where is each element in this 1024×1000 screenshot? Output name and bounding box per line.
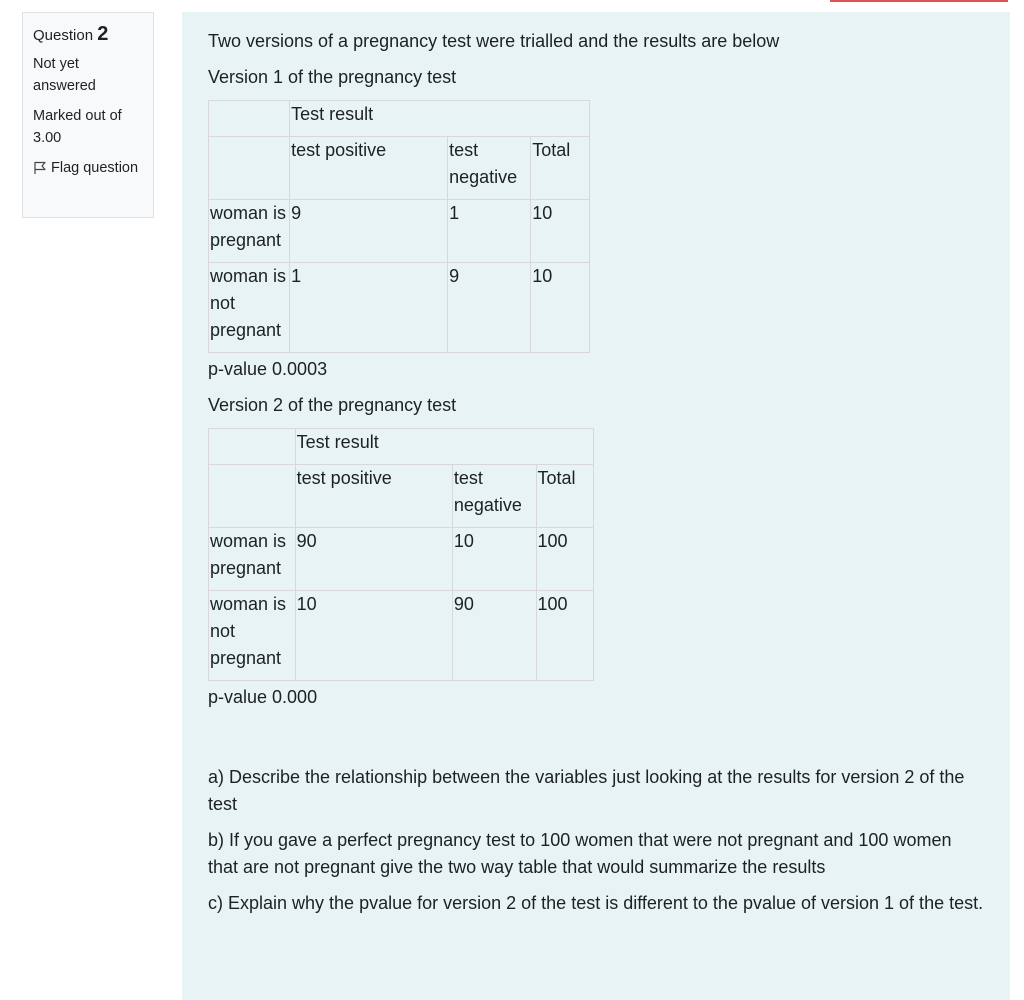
table-header-row: [209, 101, 590, 137]
flag-label: Flag question: [51, 160, 139, 176]
table-row: [209, 263, 590, 353]
question-part-a: a) Describe the relationship between the variables just looking at the results for version 2 of the test: [208, 767, 965, 814]
question-intro: Two versions of a pregnancy test were trialled and the results are below: [208, 31, 780, 51]
version1-table: [208, 100, 590, 353]
col-header: test negative: [448, 137, 531, 200]
table-row: [209, 200, 590, 263]
row-label: woman is not pregnant: [209, 263, 290, 353]
row-label: woman is pregnant: [209, 528, 296, 591]
table-corner-cell: [209, 465, 296, 528]
table-cell: 9: [290, 200, 448, 263]
table-corner-cell: [209, 101, 290, 137]
table-cell: 9: [448, 263, 531, 353]
flag-question-link[interactable]: [33, 157, 138, 179]
version2-table: [208, 428, 594, 681]
question-grade: Marked out of 3.00: [33, 108, 122, 146]
col-header: test positive: [290, 137, 448, 200]
table-cell: 90: [295, 528, 452, 591]
table-cell: 1: [448, 200, 531, 263]
col-header: Total: [536, 465, 593, 528]
table-row: [209, 591, 594, 681]
question-part-c: c) Explain why the pvalue for version 2 of the test is different to the pvalue of version 1 of the test.: [208, 893, 984, 913]
col-header: test positive: [295, 465, 452, 528]
header-group-cell: Test result: [290, 101, 590, 137]
question-info-panel: [22, 12, 154, 218]
question-number: Question 2: [33, 23, 109, 45]
table-header-row: [209, 465, 594, 528]
table-cell: 10: [452, 528, 536, 591]
row-label: woman is not pregnant: [209, 591, 296, 681]
table-cell: 10: [295, 591, 452, 681]
table-corner-cell: [209, 137, 290, 200]
table-header-row: [209, 137, 590, 200]
table-cell: 90: [452, 591, 536, 681]
question-content: [182, 12, 1010, 1000]
table-cell: 1: [290, 263, 448, 353]
version2-title: Version 2 of the pregnancy test: [208, 395, 457, 415]
table-cell: 100: [536, 528, 593, 591]
table-cell: 10: [531, 263, 590, 353]
row-label: woman is pregnant: [209, 200, 290, 263]
table-cell: 10: [531, 200, 590, 263]
spacer: [208, 720, 984, 764]
version1-title: Version 1 of the pregnancy test: [208, 67, 457, 87]
col-header: Total: [531, 137, 590, 200]
version1-pvalue: p-value 0.0003: [208, 359, 328, 379]
table-corner-cell: [209, 429, 296, 465]
flag-icon: [33, 161, 47, 175]
header-group-cell: Test result: [295, 429, 593, 465]
question-state: Not yet answered: [33, 56, 96, 94]
table-row: [209, 528, 594, 591]
table-cell: 100: [536, 591, 593, 681]
version2-pvalue: p-value 0.000: [208, 687, 318, 707]
table-header-row: [209, 429, 594, 465]
top-accent-bar: [830, 0, 1008, 2]
question-part-b: b) If you gave a perfect pregnancy test to 100 women that were not pregnant and 100 women that are not pregnant give the two way table that would summarize the results: [208, 830, 952, 877]
col-header: test negative: [452, 465, 536, 528]
